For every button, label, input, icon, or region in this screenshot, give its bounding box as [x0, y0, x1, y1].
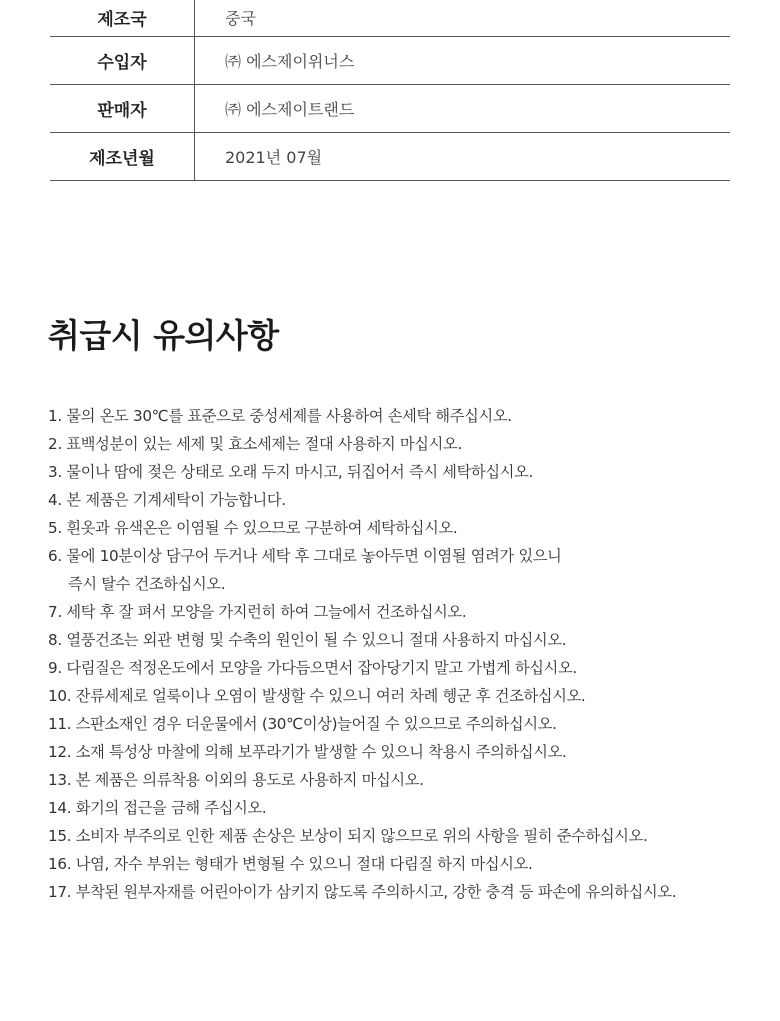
- importer-value: ㈜ 에스제이위너스: [225, 51, 355, 71]
- manufacture-date-value: 2021년 07월: [225, 147, 323, 167]
- list-item: 1. 물의 온도 30℃를 표준으로 중성세제를 사용하여 손세탁 해주십시오.: [48, 407, 512, 425]
- list-item: 6. 물에 10분이상 담구어 두거나 세탁 후 그대로 놓아두면 이염될 염려가 있으니: [48, 547, 562, 565]
- care-section-title: 취급시 유의사항: [48, 316, 279, 355]
- table-row-country: [50, 0, 730, 36]
- list-item: 15. 소비자 부주의로 인한 제품 손상은 보상이 되지 않으므로 위의 사항을 필히 준수하십시오.: [48, 827, 648, 845]
- list-item: 16. 나염, 자수 부위는 형태가 변형될 수 있으니 절대 다림질 하지 마십시오.: [48, 855, 533, 873]
- table-row-importer: [50, 36, 730, 84]
- list-item: 8. 열풍건조는 외관 변형 및 수축의 원인이 될 수 있으니 절대 사용하지 마십시오.: [48, 631, 567, 649]
- list-item: 5. 흰옷과 유색온은 이염될 수 있으므로 구분하여 세탁하십시오.: [48, 519, 458, 537]
- product-info-table: [50, 0, 730, 181]
- seller-label: 판매자: [50, 84, 195, 132]
- list-item: 14. 화기의 접근을 금해 주십시오.: [48, 799, 267, 817]
- list-item-continuation: 즉시 탈수 건조하십시오.: [68, 575, 226, 593]
- list-item: 10. 잔류세제로 얼룩이나 오염이 발생할 수 있으니 여러 차례 헹군 후 건조하십시오.: [48, 687, 586, 705]
- importer-label: 수입자: [50, 36, 195, 84]
- seller-value: ㈜ 에스제이트랜드: [225, 99, 355, 119]
- country-label: 제조국: [50, 0, 195, 36]
- list-item: 3. 물이나 땀에 젖은 상태로 오래 두지 마시고, 뒤집어서 즉시 세탁하십시오.: [48, 463, 533, 481]
- list-item: 4. 본 제품은 기계세탁이 가능합니다.: [48, 491, 286, 509]
- care-instructions-list: [48, 402, 768, 906]
- list-item: 7. 세탁 후 잘 펴서 모양을 가지런히 하여 그늘에서 건조하십시오.: [48, 603, 467, 621]
- list-item: 11. 스판소재인 경우 더운물에서 (30℃이상)늘어질 수 있으므로 주의하십시오.: [48, 715, 557, 733]
- table-row-manufacture-date: [50, 132, 730, 180]
- country-value: 중국: [225, 9, 256, 29]
- list-item: 9. 다림질은 적정온도에서 모양을 가다듬으면서 잡아당기지 말고 가볍게 하십시오.: [48, 659, 577, 677]
- list-item: 2. 표백성분이 있는 세제 및 효소세제는 절대 사용하지 마십시오.: [48, 435, 462, 453]
- list-item: 12. 소재 특성상 마찰에 의해 보푸라기가 발생할 수 있으니 착용시 주의하십시오.: [48, 743, 567, 761]
- table-row-seller: [50, 84, 730, 132]
- list-item: 17. 부착된 원부자재를 어린아이가 삼키지 않도록 주의하시고, 강한 충격 등 파손에 유의하십시오.: [48, 883, 677, 901]
- manufacture-date-label: 제조년월: [50, 132, 195, 180]
- list-item: 13. 본 제품은 의류착용 이외의 용도로 사용하지 마십시오.: [48, 771, 424, 789]
